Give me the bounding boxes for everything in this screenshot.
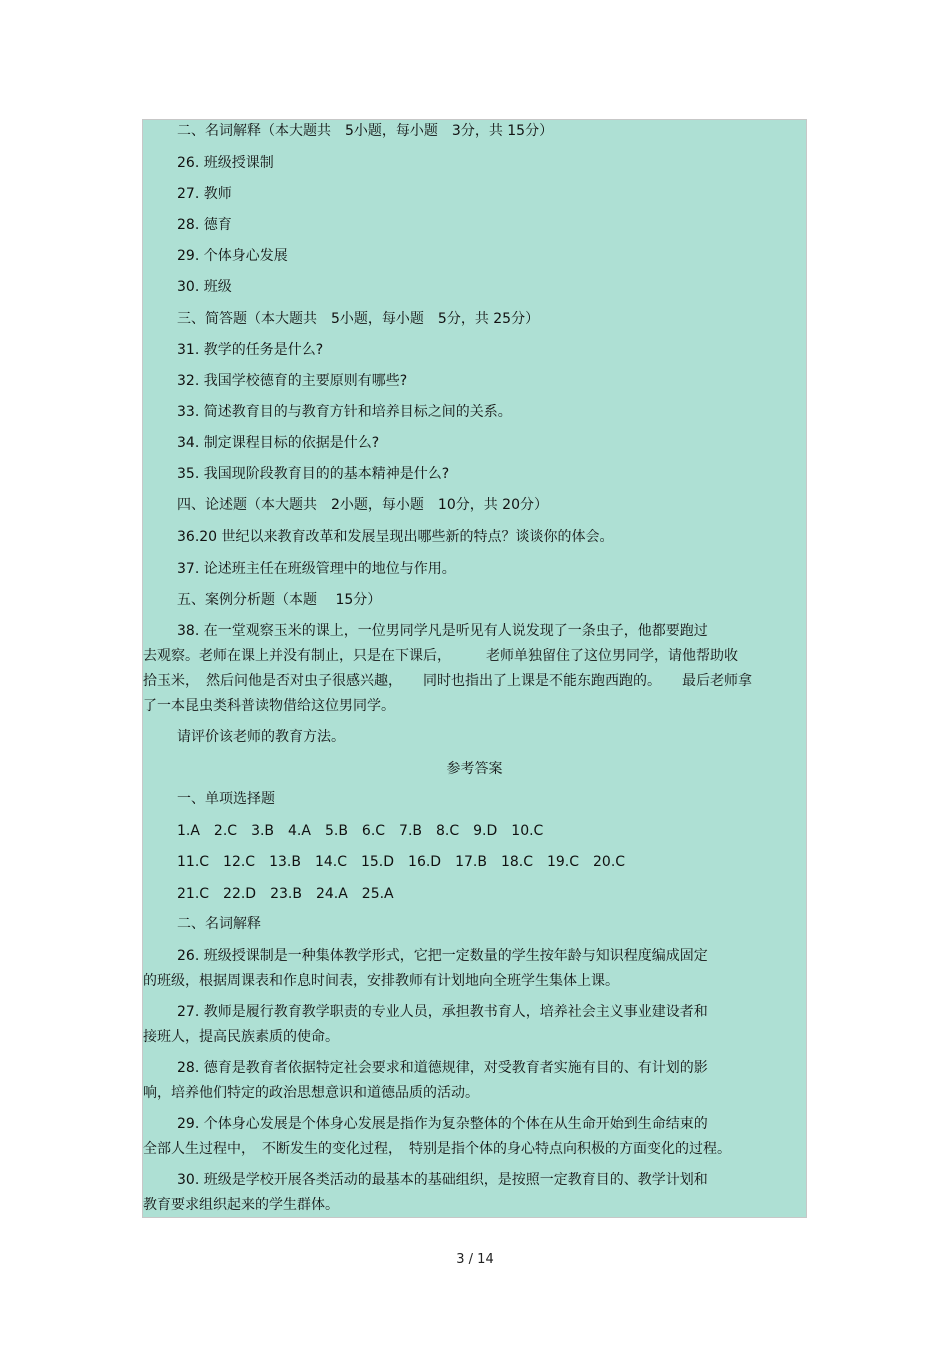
mc-answers-row: 1.A 2.C 3.B 4.A 5.B 6.C 7.B 8.C 9.D 10.C xyxy=(177,823,544,839)
answer-30-line: 教育要求组织起来的学生群体。 xyxy=(143,1197,339,1213)
page-number: 3 / 14 xyxy=(456,1252,494,1267)
question-30: 30. 班级 xyxy=(177,279,232,295)
mc-answers-row: 11.C 12.C 13.B 14.C 15.D 16.D 17.B 18.C 19.C 20.C xyxy=(177,854,626,870)
answer-27-line: 接班人，提高民族素质的使命。 xyxy=(143,1029,339,1045)
question-28: 28. 德育 xyxy=(177,217,232,233)
content-panel xyxy=(142,119,807,1218)
question-38-prompt: 请评价该老师的教育方法。 xyxy=(177,729,345,745)
answer-26-line: 的班级，根据周课表和作息时间表，安排教师有计划地向全班学生集体上课。 xyxy=(143,973,619,989)
answers-title: 参考答案 xyxy=(446,761,503,777)
section4-heading: 四、论述题（本大题共 2小题，每小题 10分，共 20分） xyxy=(177,497,548,513)
answer-28-line: 28. 德育是教育者依据特定社会要求和道德规律，对受教育者实施有目的、有计划的影 xyxy=(177,1060,708,1076)
section2-heading: 二、名词解释（本大题共 5小题，每小题 3分，共 15分） xyxy=(177,123,554,139)
answer-30-line: 30. 班级是学校开展各类活动的最基本的基础组织，是按照一定教育目的、教学计划和 xyxy=(177,1172,708,1188)
answer-29-line: 29. 个体身心发展是个体身心发展是指作为复杂整体的个体在从生命开始到生命结束的 xyxy=(177,1116,708,1132)
question-38-line: 了一本昆虫类科普读物借给这位男同学。 xyxy=(143,698,395,714)
section3-heading: 三、简答题（本大题共 5小题，每小题 5分，共 25分） xyxy=(177,311,540,327)
answers-section2-heading: 二、名词解释 xyxy=(177,916,261,932)
question-33: 33. 简述教育目的与教育方针和培养目标之间的关系。 xyxy=(177,404,512,420)
question-35: 35. 我国现阶段教育目的的基本精神是什么? xyxy=(177,466,450,482)
answer-29-line: 全部人生过程中， 不断发生的变化过程， 特别是指个体的身心特点向积极的方面变化的过程。 xyxy=(143,1141,731,1157)
question-29: 29. 个体身心发展 xyxy=(177,248,288,264)
question-38-line: 去观察。老师在课上并没有制止，只是在下课后， 老师单独留住了这位男同学，请他帮助收 xyxy=(143,648,738,664)
question-27: 27. 教师 xyxy=(177,186,232,202)
question-26: 26. 班级授课制 xyxy=(177,155,274,171)
answer-27-line: 27. 教师是履行教育教学职责的专业人员，承担教书育人，培养社会主义事业建设者和 xyxy=(177,1004,708,1020)
answers-section1-heading: 一、单项选择题 xyxy=(177,791,275,807)
question-37: 37. 论述班主任在班级管理中的地位与作用。 xyxy=(177,561,456,577)
question-38-line: 拾玉米， 然后问他是否对虫子很感兴趣， 同时也指出了上课是不能东跑西跑的。 最后老师拿 xyxy=(143,673,752,689)
question-32: 32. 我国学校德育的主要原则有哪些? xyxy=(177,373,408,389)
question-31: 31. 教学的任务是什么? xyxy=(177,342,324,358)
question-34: 34. 制定课程目标的依据是什么? xyxy=(177,435,380,451)
question-36: 36.20 世纪以来教育改革和发展呈现出哪些新的特点？谈谈你的体会。 xyxy=(177,529,614,545)
section5-heading: 五、案例分析题（本题 15分） xyxy=(177,592,382,608)
answer-28-line: 响，培养他们特定的政治思想意识和道德品质的活动。 xyxy=(143,1085,479,1101)
question-38-line: 38. 在一堂观察玉米的课上，一位男同学凡是听见有人说发现了一条虫子，他都要跑过 xyxy=(177,623,708,639)
mc-answers-row: 21.C 22.D 23.B 24.A 25.A xyxy=(177,886,394,902)
answer-26-line: 26. 班级授课制是一种集体教学形式，它把一定数量的学生按年龄与知识程度编成固定 xyxy=(177,948,708,964)
